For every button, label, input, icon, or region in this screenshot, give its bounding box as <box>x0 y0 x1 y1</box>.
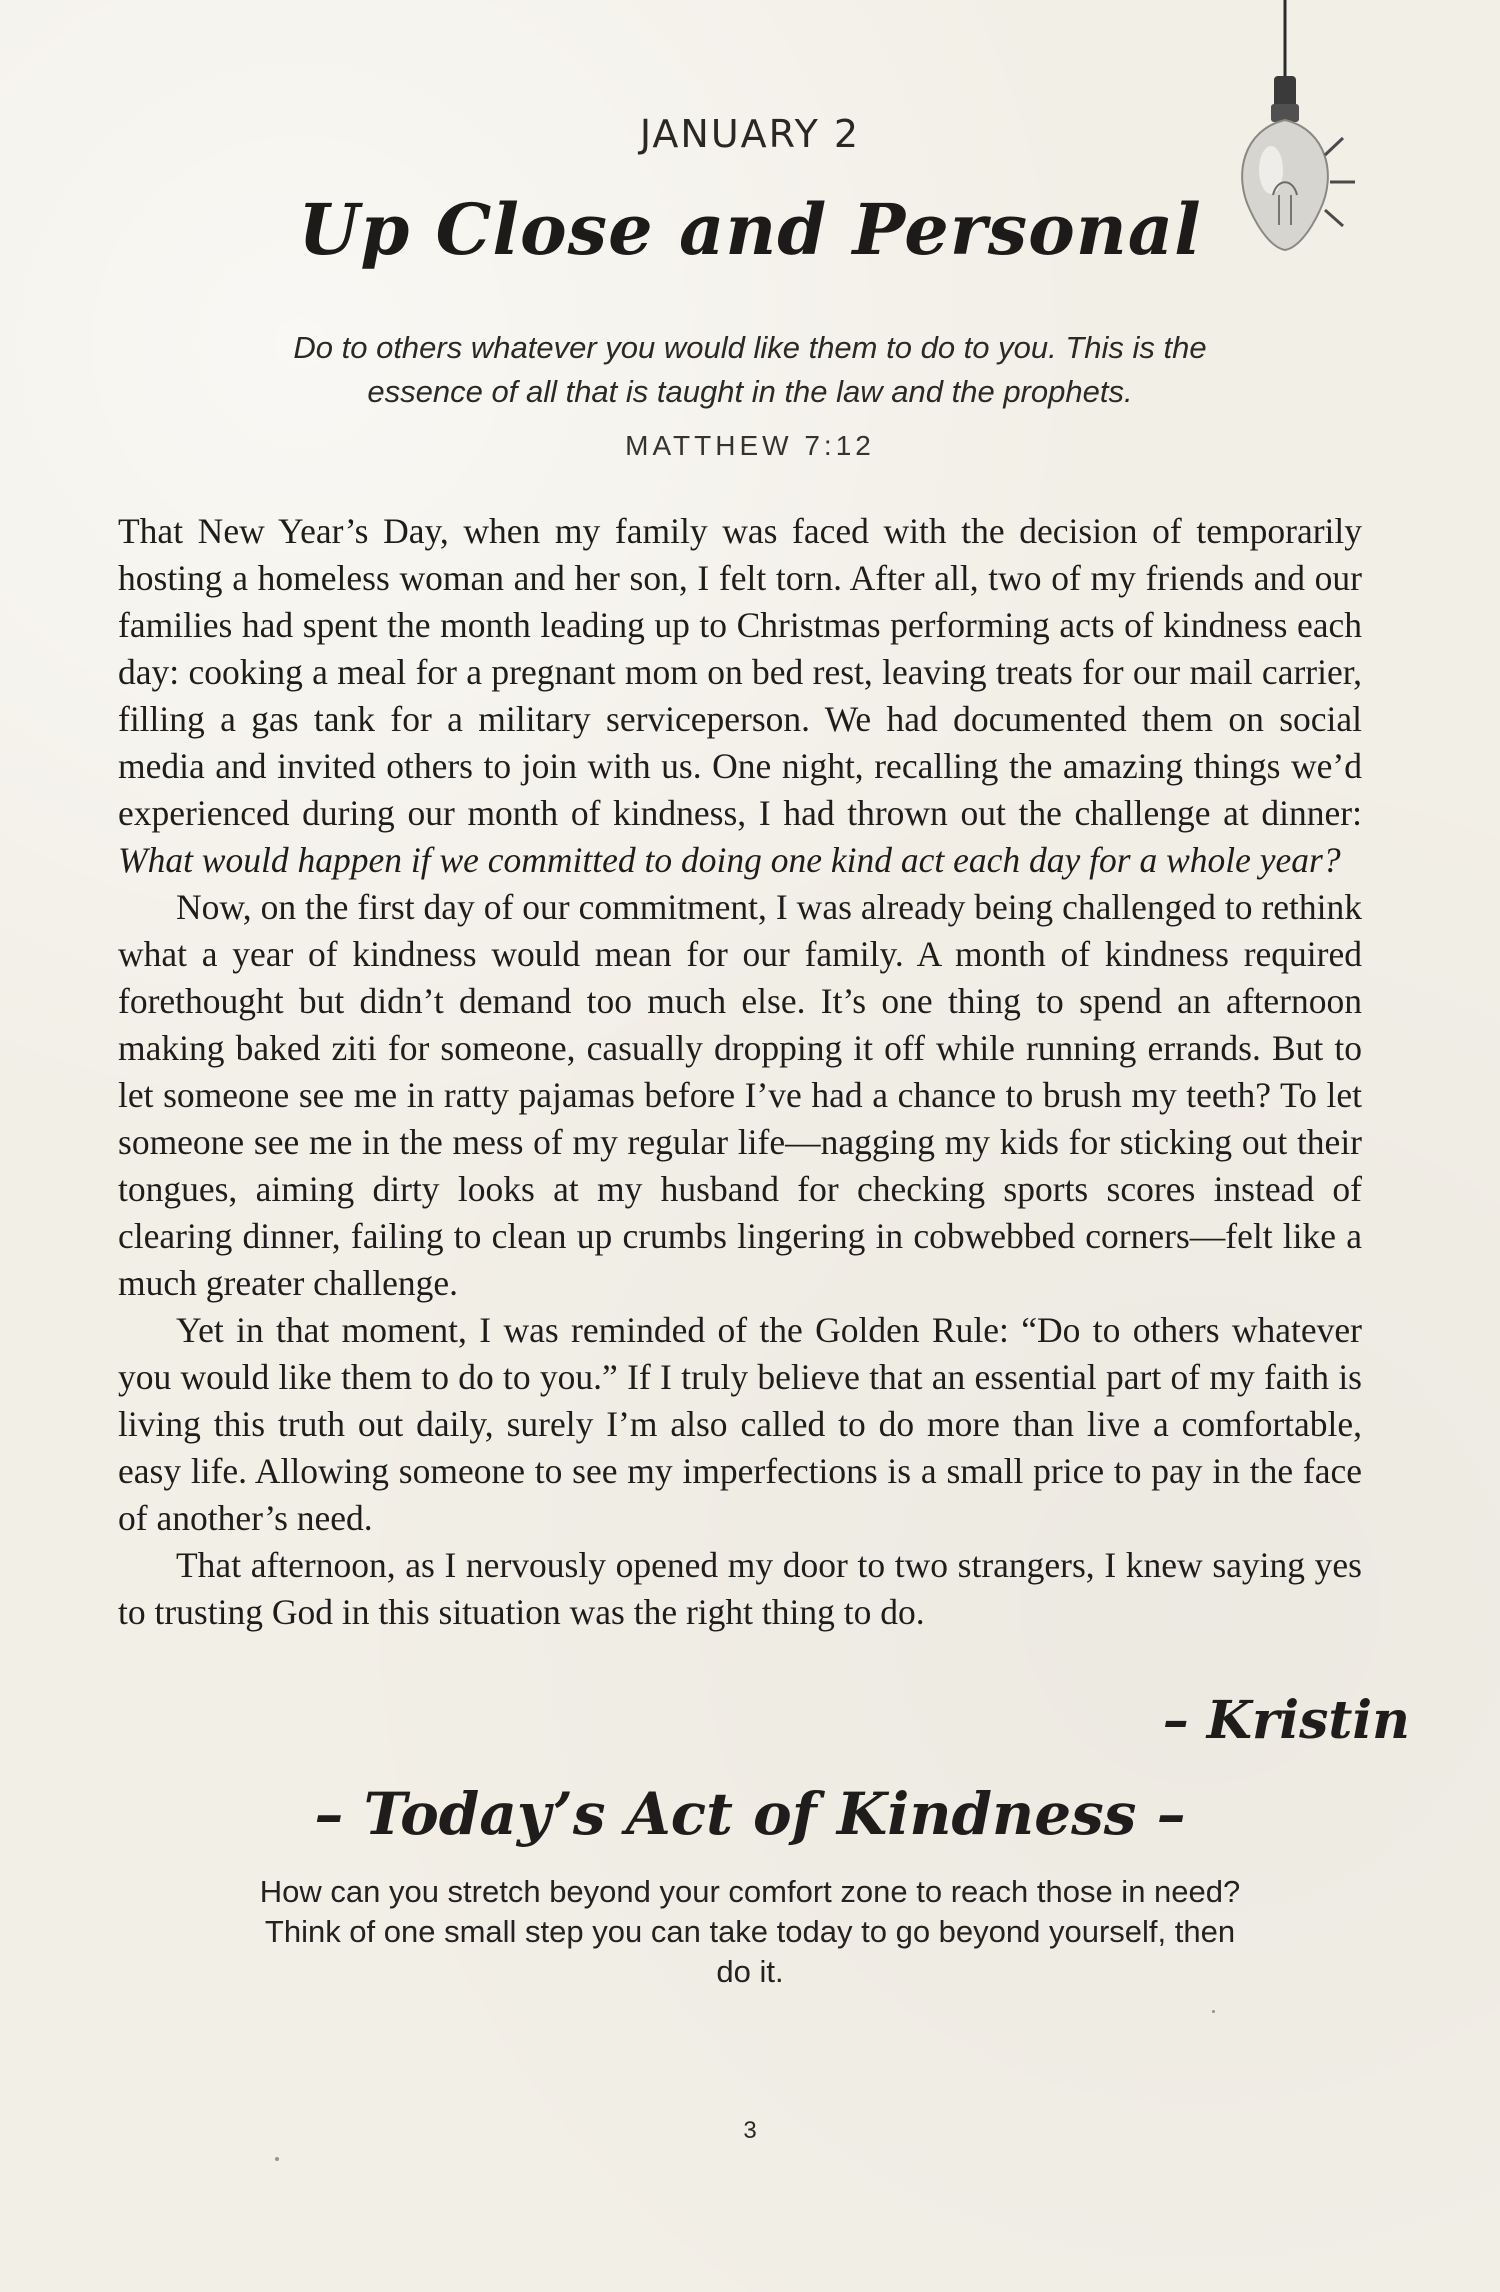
scripture-reference: MATTHEW 7:12 <box>625 430 875 461</box>
scripture-verse: Do to others whatever you would like them to do to you. This is the essence of all that is taught in the law and the prophets. <box>293 330 1207 409</box>
author-signature: – Kristin <box>1162 1690 1410 1751</box>
entry-date: JANUARY 2 <box>639 112 861 156</box>
paper-speck <box>1212 2010 1215 2013</box>
act-of-kindness-heading: – Today’s Act of Kindness – <box>314 1780 1186 1848</box>
body-paragraph-3: Yet in that moment, I was reminded of the Golden Rule: “Do to others whatever you would like them to do to you.” If I truly believe that an essential part of my faith is living this truth out daily, surely I’m also called to do more than live a comfortable, easy life. Allowing someone to see my imperfections is a small price to pay in the face of another’s need. <box>118 1310 1362 1538</box>
act-of-kindness-prompt: How can you stretch beyond your comfort zone to reach those in need? Think of one small step you can take today to go beyond yourself, then do it. <box>259 1874 1241 1989</box>
page-number: 3 <box>743 2117 757 2144</box>
entry-title: Up Close and Personal <box>298 188 1202 271</box>
paragraph-1-question: What would happen if we committed to doing one kind act each day for a whole year? <box>118 840 1341 880</box>
paragraph-1-text: That New Year’s Day, when my family was faced with the decision of temporarily hosting a homeless woman and her son, I felt torn. After all, two of my friends and our families had spent the month leading up to Christmas performing acts of kindness each day: cooking a meal for a pregnant mom on bed rest, leaving treats for our mail carrier, filling a gas tank for a military serviceperson. We had documented them on social media and invited others to join with us. One night, recalling the amazing things we’d experienced during our month of kindness, I had thrown out the challenge at dinner: <box>118 511 1362 833</box>
body-paragraph-2: Now, on the first day of our commitment, I was already being challenged to rethink what a year of kindness would mean for our family. A month of kindness required forethought but didn’t demand too much else. It’s one thing to spend an afternoon making baked ziti for someone, casually dropping it off while running errands. But to let someone see me in ratty pajamas before I’ve had a chance to brush my teeth? To let someone see me in the mess of my regular life—nagging my kids for sticking out their tongues, aiming dirty looks at my husband for checking sports scores instead of clearing dinner, failing to clean up crumbs lingering in cobwebbed corners—felt like a much greater challenge. <box>118 887 1362 1303</box>
devotional-body <box>118 508 1362 1636</box>
body-paragraph-4: That afternoon, as I nervously opened my door to two strangers, I knew saying yes to trusting God in this situation was the right thing to do. <box>118 1545 1362 1632</box>
paper-speck <box>275 2157 279 2161</box>
body-paragraph-1 <box>118 508 1362 884</box>
